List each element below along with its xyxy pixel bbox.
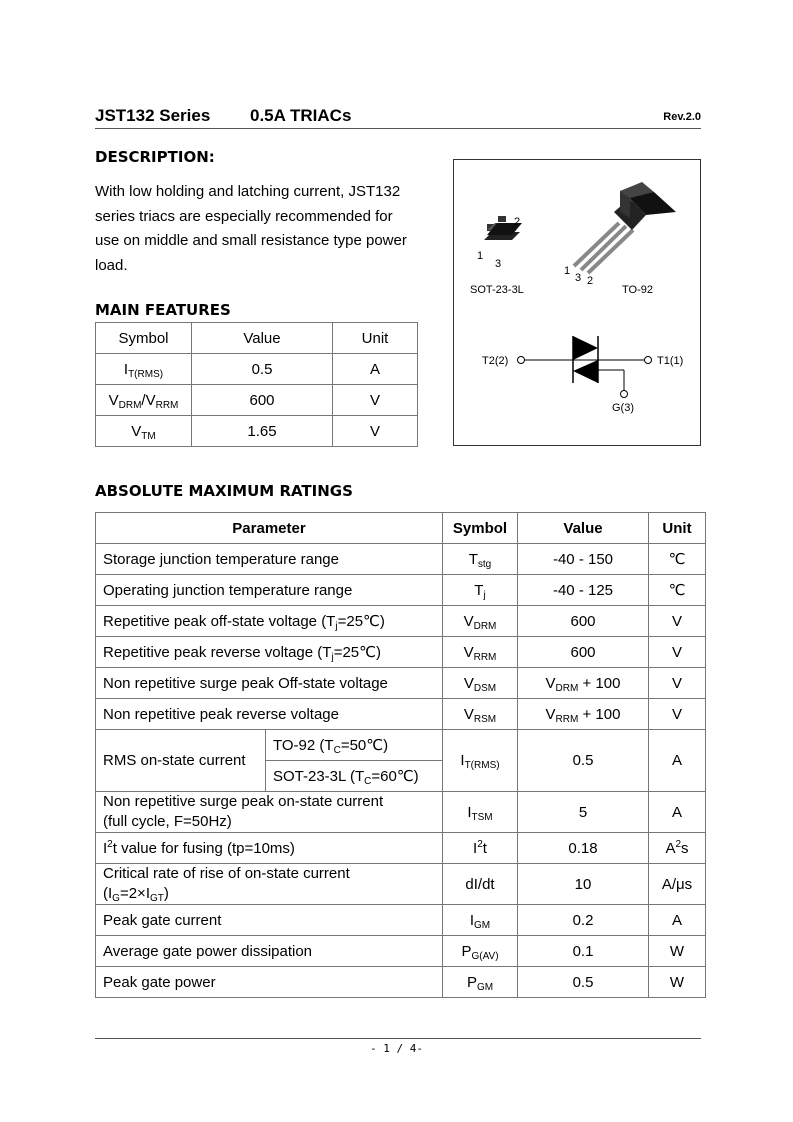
parameter-cell: Non repetitive peak reverse voltage bbox=[96, 699, 443, 730]
parameter-cell: Critical rate of rise of on-state current $(I_G=2\times I_{GT})$ bbox=[96, 864, 443, 905]
revision-label: Rev.2.0 bbox=[663, 111, 701, 123]
package-drawing bbox=[454, 160, 700, 445]
ratings-heading: ABSOLUTE MAXIMUM RATINGS bbox=[95, 482, 353, 500]
triac-symbol-icon bbox=[518, 336, 652, 398]
main-features-heading: MAIN FEATURES bbox=[95, 301, 231, 319]
unit-cell: A bbox=[333, 354, 418, 385]
table-row bbox=[96, 668, 706, 699]
table-row bbox=[96, 730, 706, 761]
value-cell: 5 bbox=[518, 792, 649, 833]
table-row bbox=[96, 544, 706, 575]
condition-cell: SOT-23-3L $(T_C=60℃)$ bbox=[266, 761, 443, 792]
product-title: 0.5A TRIACs bbox=[250, 106, 352, 125]
sot-pin-label: 2 bbox=[514, 216, 521, 228]
table-row bbox=[96, 936, 706, 967]
sot-package-label: SOT-23-3L bbox=[470, 284, 524, 296]
header-cell: Value bbox=[192, 323, 333, 354]
value-cell: 0.5 bbox=[518, 967, 649, 998]
value-cell: 0.5 bbox=[518, 730, 649, 792]
symbol-cell: dI/dt bbox=[443, 864, 518, 905]
header-cell: Unit bbox=[333, 323, 418, 354]
symbol-cell: $V_{RRM}$ bbox=[443, 637, 518, 668]
table-row bbox=[96, 416, 418, 447]
symbol-cell: $T_j$ bbox=[443, 575, 518, 606]
header-cell: Parameter bbox=[96, 513, 443, 544]
parameter-cell: Operating junction temperature range bbox=[96, 575, 443, 606]
symbol-cell: $V_{DRM}/V_{RRM}$ bbox=[96, 385, 192, 416]
symbol-cell: $P_{G(AV)}$ bbox=[443, 936, 518, 967]
unit-cell: W bbox=[649, 936, 706, 967]
value-cell: -40 - 125 bbox=[518, 575, 649, 606]
unit-cell: ℃ bbox=[649, 544, 706, 575]
symbol-cell: $I_{TSM}$ bbox=[443, 792, 518, 833]
parameter-cell: Average gate power dissipation bbox=[96, 936, 443, 967]
table-row bbox=[96, 792, 706, 833]
table-row bbox=[96, 864, 706, 905]
symbol-cell: $V_{TM}$ bbox=[96, 416, 192, 447]
unit-cell: V bbox=[649, 637, 706, 668]
table-header-row bbox=[96, 513, 706, 544]
unit-cell: $A^2s$ bbox=[649, 833, 706, 864]
ratings-table bbox=[95, 512, 706, 998]
symbol-cell: $I^2t$ bbox=[443, 833, 518, 864]
symbol-cell: $I_{T(RMS)}$ bbox=[443, 730, 518, 792]
unit-cell: V bbox=[649, 668, 706, 699]
value-cell: 0.2 bbox=[518, 905, 649, 936]
parameter-cell: Non repetitive surge peak Off-state voltage bbox=[96, 668, 443, 699]
value-cell: 0.1 bbox=[518, 936, 649, 967]
table-row bbox=[96, 905, 706, 936]
value-cell: 600 bbox=[518, 637, 649, 668]
to92-package-label: TO-92 bbox=[622, 284, 653, 296]
description-text bbox=[95, 180, 440, 278]
parameter-cell: Peak gate power bbox=[96, 967, 443, 998]
sot-pin-label: 1 bbox=[477, 250, 484, 262]
unit-cell: V bbox=[649, 699, 706, 730]
symbol-cell: $V_{DSM}$ bbox=[443, 668, 518, 699]
unit-cell: ℃ bbox=[649, 575, 706, 606]
sot-pin-label: 3 bbox=[495, 258, 502, 270]
table-row bbox=[96, 385, 418, 416]
symbol-cell: $T_{stg}$ bbox=[443, 544, 518, 575]
unit-cell: V bbox=[333, 385, 418, 416]
header-cell: Value bbox=[518, 513, 649, 544]
symbol-cell: $V_{DRM}$ bbox=[443, 606, 518, 637]
package-diagram bbox=[453, 159, 701, 446]
unit-cell: V bbox=[333, 416, 418, 447]
unit-cell: A bbox=[649, 792, 706, 833]
symbol-cell: $I_{GM}$ bbox=[443, 905, 518, 936]
value-cell: 0.5 bbox=[192, 354, 333, 385]
parameter-cell: RMS on-state current bbox=[96, 730, 266, 792]
value-cell: $V_{RRM} + 100$ bbox=[518, 699, 649, 730]
to92-package-icon bbox=[574, 182, 676, 273]
t2-terminal-label: T2(2) bbox=[482, 355, 509, 367]
table-row bbox=[96, 606, 706, 637]
unit-cell: W bbox=[649, 967, 706, 998]
page-number: - 1 / 4- bbox=[370, 1042, 423, 1055]
table-row bbox=[96, 833, 706, 864]
t1-terminal-label: T1(1) bbox=[657, 355, 684, 367]
unit-cell: A/μs bbox=[649, 864, 706, 905]
value-cell: -40 - 150 bbox=[518, 544, 649, 575]
description-line: load. bbox=[95, 256, 128, 274]
symbol-cell: $P_{GM}$ bbox=[443, 967, 518, 998]
symbol-cell: $V_{RSM}$ bbox=[443, 699, 518, 730]
parameter-cell: Non repetitive surge peak on-state current (full cycle, F=50Hz) bbox=[96, 792, 443, 833]
condition-cell: TO-92 $(T_C=50℃)$ bbox=[266, 730, 443, 761]
to92-pin-label: 1 bbox=[564, 265, 571, 277]
header-cell: Symbol bbox=[443, 513, 518, 544]
value-cell: 1.65 bbox=[192, 416, 333, 447]
description-heading: DESCRIPTION: bbox=[95, 148, 215, 166]
description-line: use on middle and small resistance type power bbox=[95, 232, 407, 249]
series-title: JST132 Series bbox=[95, 106, 211, 125]
to92-pin-label: 2 bbox=[587, 275, 594, 287]
unit-cell: A bbox=[649, 730, 706, 792]
unit-cell: A bbox=[649, 905, 706, 936]
gate-terminal-label: G(3) bbox=[612, 402, 634, 414]
header-cell: Symbol bbox=[96, 323, 192, 354]
table-row bbox=[96, 637, 706, 668]
footer-rule bbox=[95, 1038, 701, 1039]
symbol-cell: $I_{T(RMS)}$ bbox=[96, 354, 192, 385]
unit-cell: V bbox=[649, 606, 706, 637]
page-header bbox=[95, 106, 701, 129]
description-line: series triacs are especially recommended for bbox=[95, 207, 393, 225]
parameter-cell: Repetitive peak reverse voltage $(T_j=25℃)$ bbox=[96, 637, 443, 668]
table-row bbox=[96, 967, 706, 998]
parameter-cell: Peak gate current bbox=[96, 905, 443, 936]
parameter-cell: Repetitive peak off-state voltage $(T_j=25℃)$ bbox=[96, 606, 443, 637]
to92-pin-label: 3 bbox=[575, 272, 582, 284]
table-row bbox=[96, 354, 418, 385]
value-cell: 600 bbox=[518, 606, 649, 637]
header-cell: Unit bbox=[649, 513, 706, 544]
value-cell: 10 bbox=[518, 864, 649, 905]
table-row bbox=[96, 699, 706, 730]
table-row bbox=[96, 575, 706, 606]
value-cell: 0.18 bbox=[518, 833, 649, 864]
parameter-cell: Storage junction temperature range bbox=[96, 544, 443, 575]
main-features-table bbox=[95, 322, 418, 447]
description-line: With low holding and latching current, JST132 bbox=[95, 183, 401, 200]
parameter-cell: $I^2t$ value for fusing (tp=10ms) bbox=[96, 833, 443, 864]
table-header-row bbox=[96, 323, 418, 354]
value-cell: 600 bbox=[192, 385, 333, 416]
value-cell: $V_{DRM} + 100$ bbox=[518, 668, 649, 699]
